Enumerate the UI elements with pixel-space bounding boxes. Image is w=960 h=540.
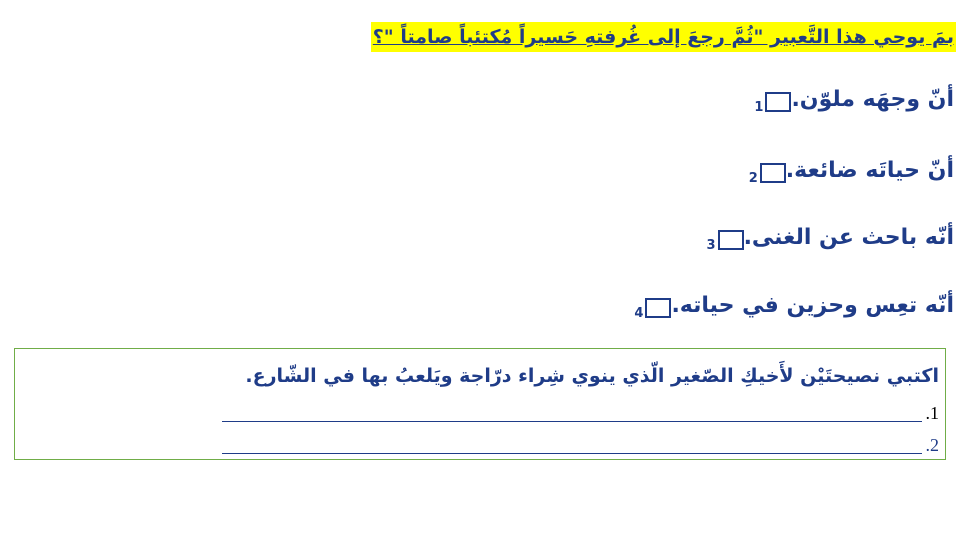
option-3 <box>705 224 954 252</box>
option-number: 2 <box>748 171 758 186</box>
option-number: 4 <box>634 306 644 321</box>
answer-line-1[interactable] <box>222 403 940 422</box>
option-text: أنّه تعِس وحزين في حياته. <box>671 293 954 318</box>
task-title: اكتبي نصيحتَيْن لأَخيكِ الصّغير الّذي ينوي شِراء درّاجة ويَلعبُ بها في الشّارع. <box>245 365 939 387</box>
answer-underline <box>222 403 922 422</box>
option-number: 1 <box>754 100 764 115</box>
answer-line-2[interactable] <box>222 435 940 454</box>
answer-underline <box>222 435 922 454</box>
option-1 <box>752 86 954 114</box>
checkbox-icon[interactable] <box>718 230 744 250</box>
checkbox-icon[interactable] <box>760 163 786 183</box>
question-prompt: بمَ يوحي هذا التَّعبير "ثُمَّ رجعَ إلى غُرفتهِ حَسيراً مُكتئباً صامتاً "؟ <box>371 22 956 52</box>
answer-label: .1 <box>925 403 939 423</box>
option-text: أنّه باحث عن الغنى. <box>743 225 954 250</box>
writing-task-box <box>14 348 946 460</box>
checkbox-icon[interactable] <box>765 92 791 112</box>
checkbox-icon[interactable] <box>645 298 671 318</box>
option-4 <box>632 292 954 320</box>
option-2 <box>747 157 954 185</box>
option-text: أنّ حياتَه ضائعة. <box>785 158 954 183</box>
answer-label: .2 <box>925 435 939 455</box>
option-number: 3 <box>706 238 716 253</box>
option-text: أنّ وجهَه ملوّن. <box>791 87 954 112</box>
